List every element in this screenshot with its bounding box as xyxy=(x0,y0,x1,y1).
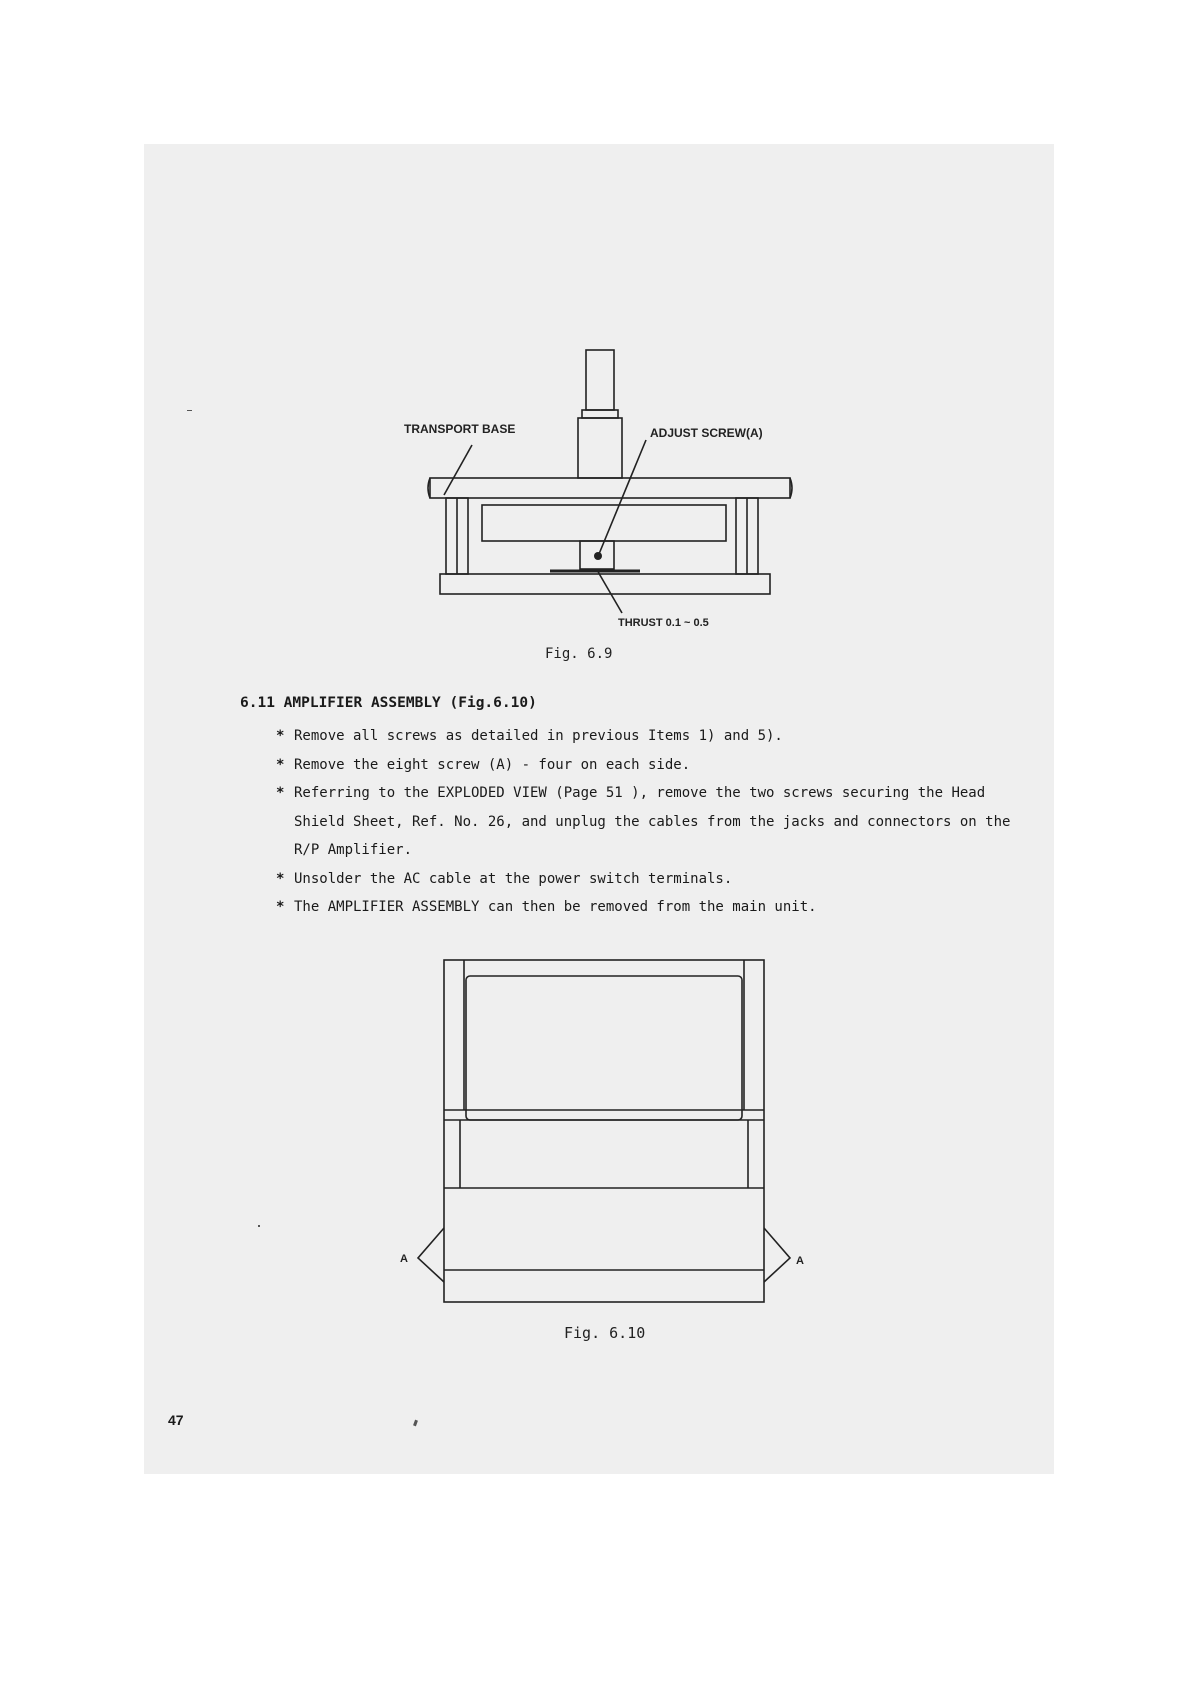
bullet-icon: * xyxy=(276,785,285,801)
list-item: * Remove all screws as detailed in previous Items 1) and 5). xyxy=(276,722,1016,751)
page-number: 47 xyxy=(168,1412,184,1428)
motor-collar xyxy=(582,410,618,418)
transport-base-plate xyxy=(430,478,790,498)
motor-cap xyxy=(586,350,614,410)
bullet-icon: * xyxy=(276,728,285,744)
bullet-icon: * xyxy=(276,756,285,773)
flywheel xyxy=(482,505,726,541)
list-item: * Unsolder the AC cable at the power switch terminals. xyxy=(276,865,1016,894)
bullet-icon: * xyxy=(276,870,285,887)
label-a-left: A xyxy=(400,1253,408,1265)
figure-6-9-diagram xyxy=(400,340,820,640)
top-panel xyxy=(466,976,742,1120)
left-screw-tab xyxy=(418,1228,444,1282)
motor-body xyxy=(578,418,622,478)
label-a-right: A xyxy=(796,1255,804,1267)
label-adjust-screw: ADJUST SCREW(A) xyxy=(650,426,763,440)
figure-6-10-diagram xyxy=(392,960,812,1320)
label-thrust: THRUST 0.1 ~ 0.5 xyxy=(618,617,709,629)
scan-speck xyxy=(258,1225,260,1227)
amplifier-frame xyxy=(444,960,764,1302)
instruction-list xyxy=(276,722,1016,922)
section-heading: 6.11 AMPLIFIER ASSEMBLY (Fig.6.10) xyxy=(240,695,537,711)
figure-6-10-caption: Fig. 6.10 xyxy=(564,1324,646,1342)
figure-6-9-caption: Fig. 6.9 xyxy=(545,646,613,662)
right-screw-tab xyxy=(764,1228,790,1282)
adjust-screw-icon xyxy=(594,552,602,560)
bullet-icon: * xyxy=(276,899,285,915)
list-item: * Remove the eight screw (A) - four on each side. xyxy=(276,751,1016,780)
list-item: * Referring to the EXPLODED VIEW (Page 51 ), remove the two screws securing the Head Shield Sheet, Ref. No. 26, and unplug the cables from the jacks and connectors on the R/P Amplifier. xyxy=(276,779,1016,865)
list-item: * The AMPLIFIER ASSEMBLY can then be removed from the main unit. xyxy=(276,893,1016,922)
scan-speck xyxy=(187,410,192,411)
label-transport-base: TRANSPORT BASE xyxy=(404,422,516,436)
